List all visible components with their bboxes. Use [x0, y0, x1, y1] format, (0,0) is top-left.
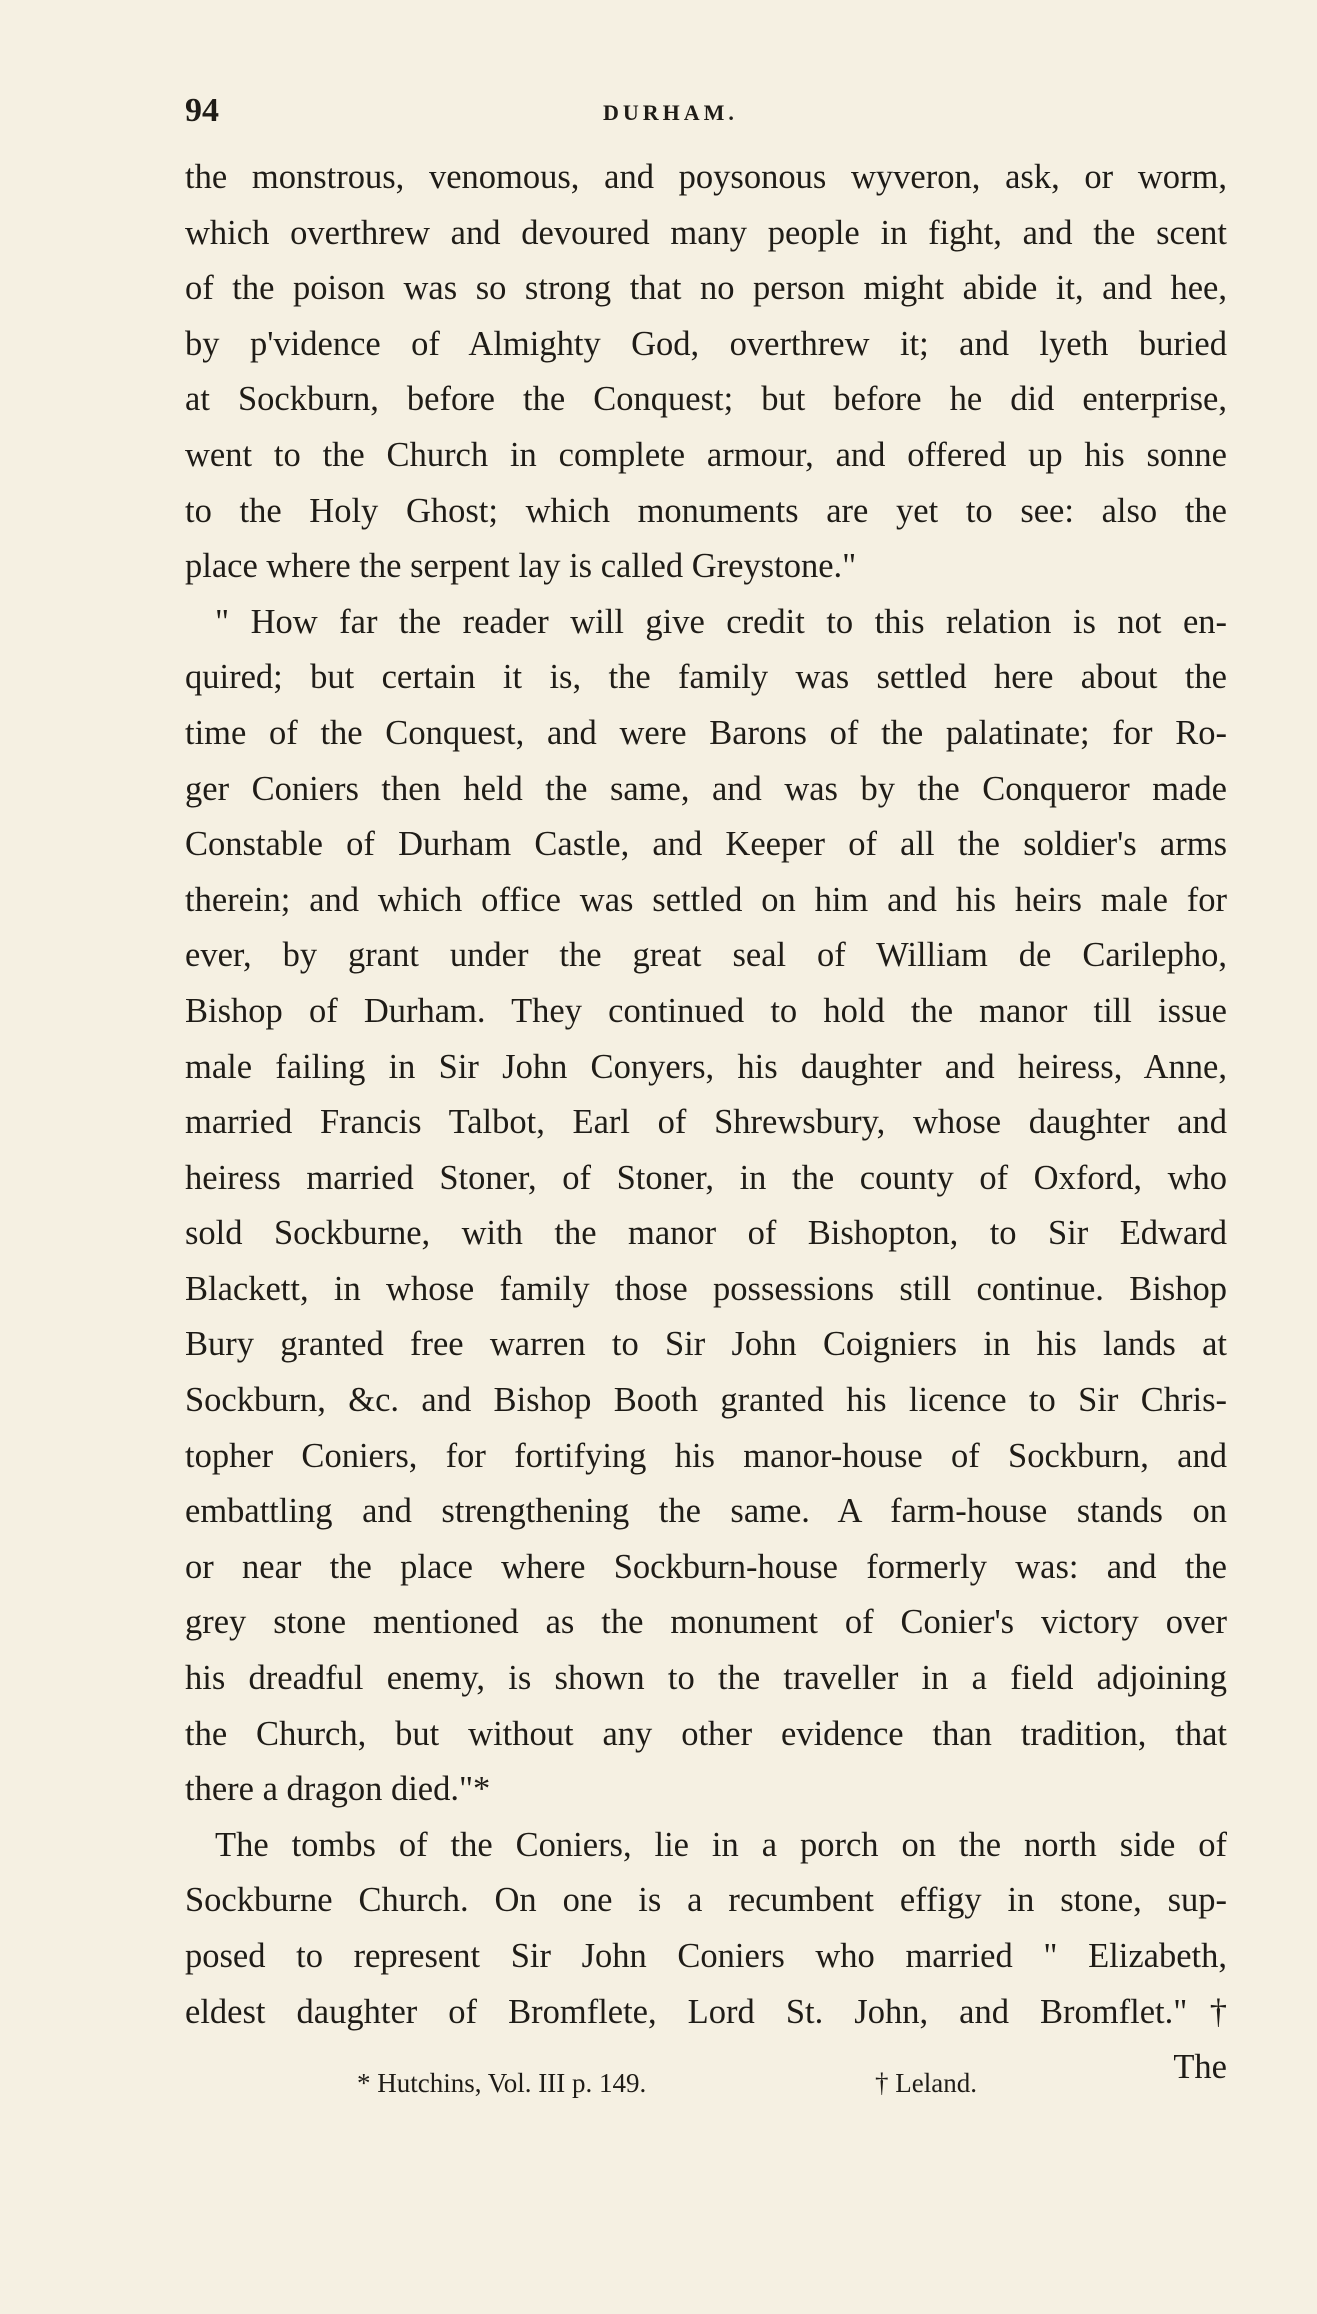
text-line: Sockburne Church. On one is a recumbent effigy in stone, sup- [185, 1881, 1227, 1920]
text-line: of the poison was so strong that no person might abide it, and hee, [185, 269, 1227, 308]
text-line: grey stone mentioned as the monument of Conier's victory over [185, 1603, 1227, 1642]
footnotes [185, 2068, 1227, 2108]
text-line: posed to represent Sir John Coniers who married " Elizabeth, [185, 1937, 1227, 1975]
footnote: † Leland. [875, 2068, 977, 2098]
footnote: * Hutchins, Vol. III p. 149. [357, 2068, 647, 2098]
text-line: time of the Conquest, and were Barons of the palatinate; for Ro- [185, 713, 1227, 752]
text-line: topher Coniers, for fortifying his manor-house of Sockburn, and [185, 1436, 1227, 1475]
text-line: place where the serpent lay is called Greystone." [185, 547, 857, 586]
text-line: at Sockburn, before the Conquest; but before he did enterprise, [185, 380, 1227, 419]
text-line: which overthrew and devoured many people in fight, and the scent [185, 213, 1227, 252]
text-line: Blackett, in whose family those possessions still continue. Bishop [185, 1269, 1227, 1308]
text-line: Constable of Durham Castle, and Keeper of all the soldier's arms [185, 825, 1227, 864]
running-head: DURHAM. [603, 100, 738, 125]
text-line: Bury granted free warren to Sir John Coigniers in his lands at [185, 1325, 1227, 1364]
text-line: ger Coniers then held the same, and was by the Conqueror made [185, 769, 1227, 808]
text-line: therein; and which office was settled on him and his heirs male for [185, 880, 1227, 919]
text-line: married Francis Talbot, Earl of Shrewsbury, whose daughter and [185, 1103, 1227, 1142]
text-line: male failing in Sir John Conyers, his daughter and heiress, Anne, [185, 1047, 1227, 1086]
text-line: his dreadful enemy, is shown to the traveller in a field adjoining [185, 1659, 1227, 1698]
text-line: went to the Church in complete armour, and offered up his sonne [185, 435, 1227, 474]
text-line: by p'vidence of Almighty God, overthrew it; and lyeth buried [185, 324, 1227, 363]
text-line: eldest daughter of Bromflete, Lord St. John, and Bromflet."† [185, 1992, 1227, 2031]
body-text [185, 150, 1227, 2096]
text-line: there a dragon died."* [185, 1770, 491, 1809]
text-line: or near the place where Sockburn-house formerly was: and the [185, 1547, 1227, 1586]
text-line: " How far the reader will give credit to this relation is not en- [215, 602, 1227, 641]
text-line: Bishop of Durham. They continued to hold the manor till issue [185, 991, 1227, 1030]
text-line: ever, by grant under the great seal of William de Carilepho, [185, 936, 1227, 975]
text-line: sold Sockburne, with the manor of Bishopton, to Sir Edward [185, 1214, 1227, 1253]
text-line: Sockburn, &c. and Bishop Booth granted his licence to Sir Chris- [185, 1381, 1227, 1420]
page-number: 94 [185, 92, 219, 129]
text-line: to the Holy Ghost; which monuments are yet to see: also the [185, 491, 1227, 530]
text-line: embattling and strengthening the same. A farm-house stands on [185, 1492, 1227, 1531]
text-line: the monstrous, venomous, and poysonous wyveron, ask, or worm, [185, 158, 1227, 196]
text-line: heiress married Stoner, of Stoner, in the county of Oxford, who [185, 1158, 1227, 1197]
catchword: The [1173, 2048, 1227, 2087]
text-line: the Church, but without any other evidence than tradition, that [185, 1714, 1227, 1753]
text-line: The tombs of the Coniers, lie in a porch on the north side of [215, 1825, 1227, 1864]
text-line: quired; but certain it is, the family was settled here about the [185, 658, 1227, 697]
page-header [185, 92, 1185, 132]
